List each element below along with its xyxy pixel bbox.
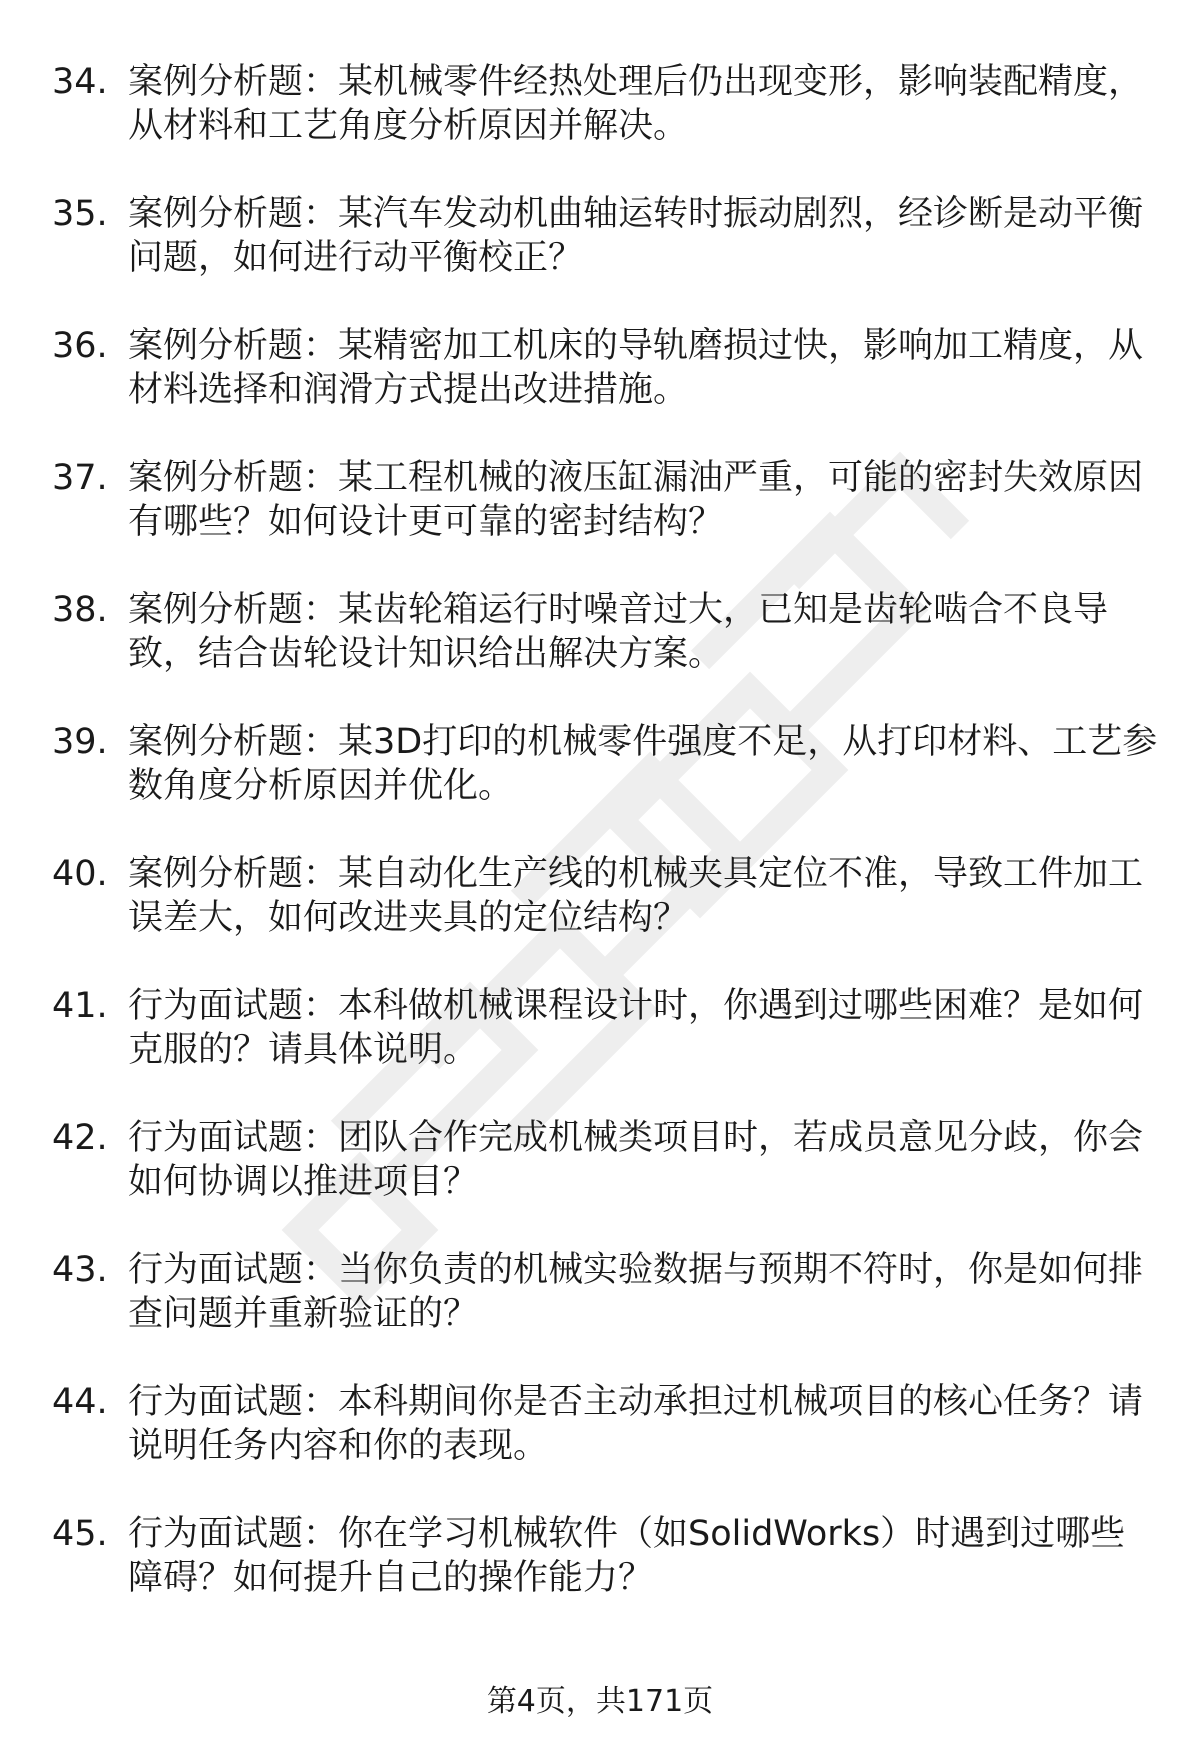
- question-body: 某机械零件经热处理后仍出现变形，影响装配精度，从材料和工艺角度分析原因并解决。: [128, 62, 1144, 146]
- question-text: [128, 720, 1158, 808]
- question-type-label: 案例分析题：: [128, 194, 339, 234]
- question-item: [0, 1248, 1200, 1336]
- question-number: 37.: [52, 458, 108, 498]
- question-text: [128, 1512, 1158, 1600]
- question-item: [0, 324, 1200, 412]
- question-type-label: 案例分析题：: [128, 458, 339, 498]
- question-type-label: 行为面试题：: [128, 1250, 339, 1290]
- question-number: 45.: [52, 1514, 108, 1554]
- question-type-label: 案例分析题：: [128, 590, 339, 630]
- question-number: 44.: [52, 1382, 108, 1422]
- question-body: 某自动化生产线的机械夹具定位不准，导致工件加工误差大，如何改进夹具的定位结构？: [128, 854, 1144, 938]
- question-body: 本科期间你是否主动承担过机械项目的核心任务？请说明任务内容和你的表现。: [128, 1382, 1144, 1466]
- question-type-label: 案例分析题：: [128, 722, 339, 762]
- question-text: [128, 1116, 1158, 1204]
- question-type-label: 行为面试题：: [128, 1382, 339, 1422]
- question-text: [128, 984, 1158, 1072]
- question-body: 某精密加工机床的导轨磨损过快，影响加工精度，从材料选择和润滑方式提出改进措施。: [128, 326, 1144, 410]
- question-number: 41.: [52, 986, 108, 1026]
- page-number-label: 第4页，共171页: [486, 1684, 714, 1719]
- question-text: [128, 1248, 1158, 1336]
- question-item: [0, 1512, 1200, 1600]
- question-body: 当你负责的机械实验数据与预期不符时，你是如何排查问题并重新验证的？: [128, 1250, 1144, 1334]
- question-number: 35.: [52, 194, 108, 234]
- question-body: 某汽车发动机曲轴运转时振动剧烈，经诊断是动平衡问题，如何进行动平衡校正？: [128, 194, 1144, 278]
- question-number: 40.: [52, 854, 108, 894]
- question-body: 本科做机械课程设计时，你遇到过哪些困难？是如何克服的？请具体说明。: [128, 986, 1144, 1070]
- question-type-label: 案例分析题：: [128, 326, 339, 366]
- question-text: [128, 192, 1158, 280]
- question-item: [0, 456, 1200, 544]
- question-item: [0, 720, 1200, 808]
- question-body: 某3D打印的机械零件强度不足，从打印材料、工艺参数角度分析原因并优化。: [128, 722, 1158, 806]
- question-item: [0, 984, 1200, 1072]
- question-number: 42.: [52, 1118, 108, 1158]
- page-footer: [0, 1682, 1200, 1722]
- question-type-label: 行为面试题：: [128, 1118, 339, 1158]
- question-body: 团队合作完成机械类项目时，若成员意见分歧，你会如何协调以推进项目？: [128, 1118, 1144, 1202]
- question-body: 某工程机械的液压缸漏油严重，可能的密封失效原因有哪些？如何设计更可靠的密封结构？: [128, 458, 1144, 542]
- question-text: [128, 456, 1158, 544]
- question-body: 某齿轮箱运行时噪音过大，已知是齿轮啮合不良导致，结合齿轮设计知识给出解决方案。: [128, 590, 1109, 674]
- question-type-label: 案例分析题：: [128, 854, 339, 894]
- question-body: 你在学习机械软件（如SolidWorks）时遇到过哪些障碍？如何提升自己的操作能力？: [128, 1514, 1126, 1598]
- question-text: [128, 852, 1158, 940]
- question-text: [128, 1380, 1158, 1468]
- question-text: [128, 588, 1158, 676]
- question-item: [0, 192, 1200, 280]
- question-number: 34.: [52, 62, 108, 102]
- question-text: [128, 60, 1158, 148]
- question-text: [128, 324, 1158, 412]
- question-item: [0, 1116, 1200, 1204]
- question-number: 43.: [52, 1250, 108, 1290]
- question-type-label: 行为面试题：: [128, 1514, 339, 1554]
- question-list: [0, 60, 1200, 1644]
- question-number: 38.: [52, 590, 108, 630]
- question-item: [0, 60, 1200, 148]
- question-item: [0, 1380, 1200, 1468]
- question-number: 36.: [52, 326, 108, 366]
- question-type-label: 案例分析题：: [128, 62, 339, 102]
- question-type-label: 行为面试题：: [128, 986, 339, 1026]
- question-number: 39.: [52, 722, 108, 762]
- question-item: [0, 852, 1200, 940]
- question-item: [0, 588, 1200, 676]
